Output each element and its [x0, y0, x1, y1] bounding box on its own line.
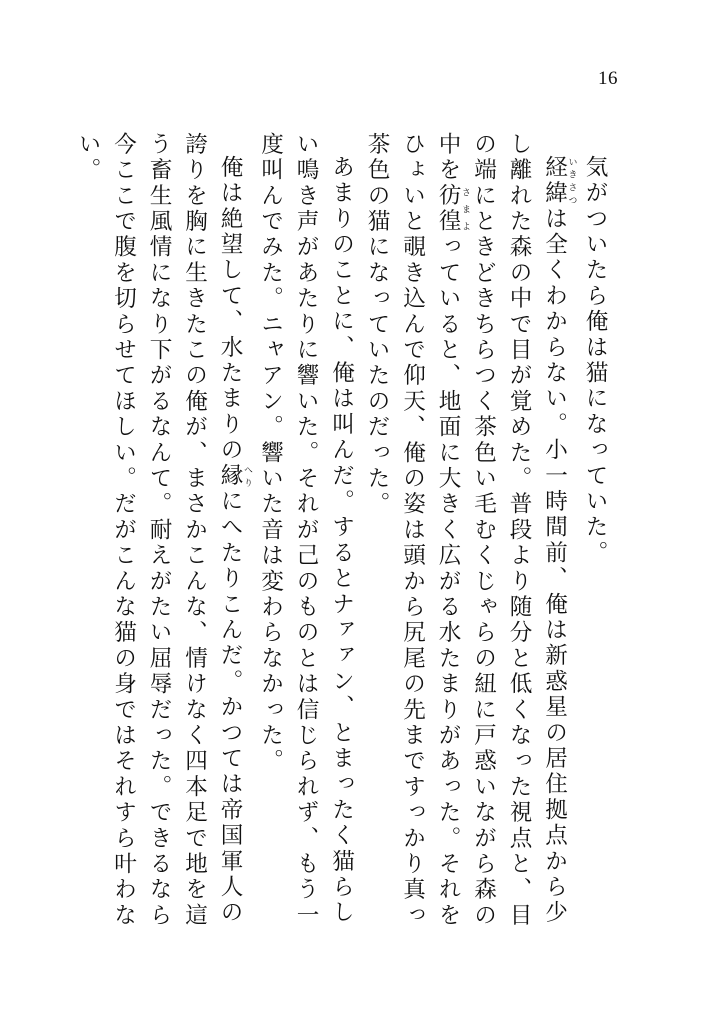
- ruby-word: [217, 463, 252, 489]
- text-run: は全くわからない。小一時間前、俺は新惑星の居住拠点から少し離れた森の中で目が覚めた。普段より随分と低くなった視点と、目の端にときどきちらつく茶色い毛むくじゃらの紐に戸惑いながら森の中を: [435, 132, 568, 929]
- paragraph: [577, 132, 613, 932]
- page-number: 16: [598, 68, 618, 89]
- ruby-base: 経緯: [541, 154, 568, 206]
- ruby-base: 彷徨: [435, 183, 461, 235]
- text-run: にへたりこんだ。かつては帝国軍人の誇りを胸に生きたこの俺が、まさかこんな、情けなく四本足で地を這う畜生風情になり下がるなんて。耐えがたい屈辱だった。できるなら今ここで腹を切らせてほしい。だがこんな猫の身ではそれすら叶わない。: [75, 132, 243, 929]
- paragraph: [70, 132, 253, 932]
- paragraph: [359, 132, 577, 932]
- ruby-reading: へり: [242, 463, 252, 489]
- text-run: 俺は絶望して、水たまりの: [217, 154, 243, 463]
- text-run: あまりのことに、俺は叫んだ。するとナァァン、とまったく猫らしい鳴き声があたりに響いた。それが己のものとは信じられず、もう一度叫んでみた。ニャアン。響いた音は変わらなかった。: [257, 132, 355, 929]
- body-text: [70, 132, 613, 932]
- ruby-base: 縁: [217, 463, 243, 489]
- ruby-word: [435, 183, 470, 235]
- ruby-word: [541, 154, 577, 206]
- text-run: 気がついたら俺は猫になっていた。: [582, 154, 608, 566]
- ruby-reading: いきさつ: [566, 154, 577, 206]
- paragraph: [252, 132, 359, 932]
- text-run: っていると、地面に大きく広がる水たまりがあった。それをひょいと覗き込んで仰天、俺の姿は頭から尻尾の先まですっかり真っ茶色の猫になっていたのだった。: [364, 132, 461, 929]
- ruby-reading: さまよ: [460, 183, 470, 235]
